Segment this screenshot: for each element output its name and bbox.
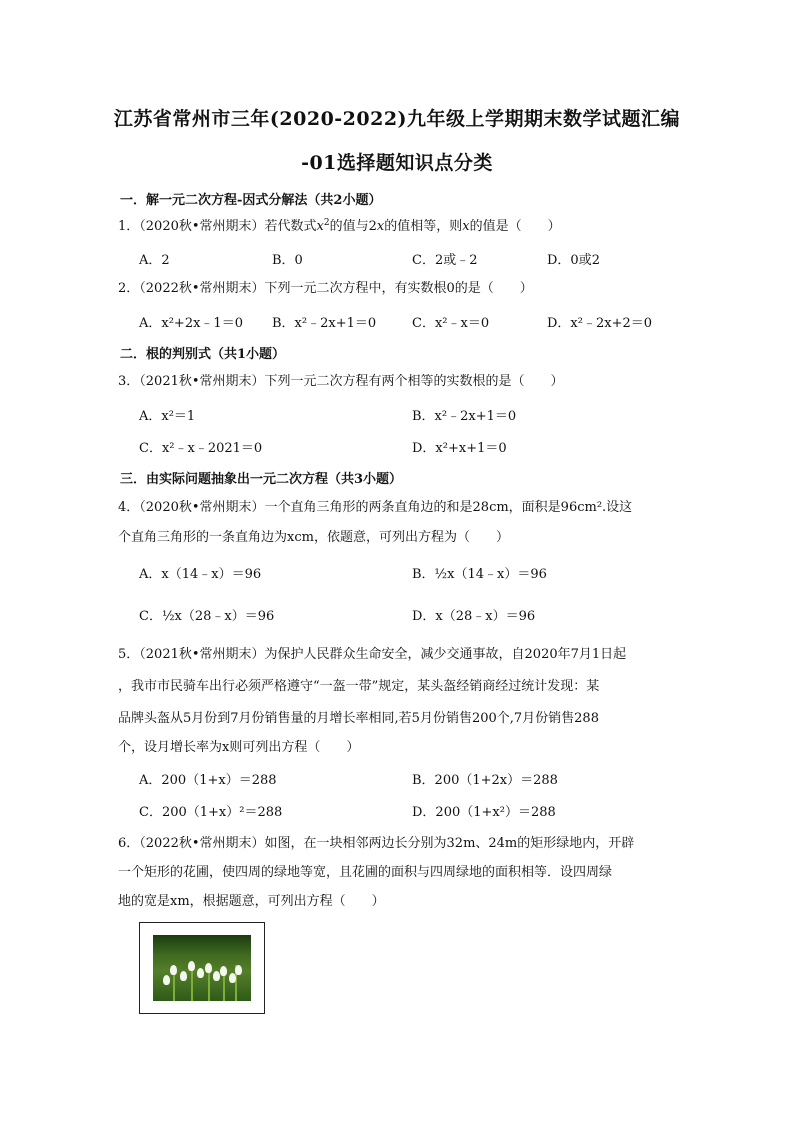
question-1-option-c: C．2或﹣2 [412, 253, 478, 268]
question-2-option-b: B．x²﹣2x+1＝0 [272, 316, 377, 331]
question-6-line1: 6．（2022秋•常州期末）如图，在一块相邻两边长分别为32m、24m的矩形绿地内，开辟 [118, 836, 635, 851]
question-5-line3: 品牌头盔从5月份到7月份销售量的月增长率相同,若5月份销售200个,7月份销售288 [118, 711, 599, 726]
question-3: 3．（2021秋•常州期末）下列一元二次方程有两个相等的实数根的是（ ） [118, 374, 564, 389]
question-4-line1: 4．（2020秋•常州期末）一个直角三角形的两条直角边的和是28cm，面积是96cm².设这 [118, 500, 633, 515]
section-heading-3: 三．由实际问题抽象出一元二次方程（共3小题） [120, 472, 403, 487]
question-1-suffix: 的值相等，则 [384, 219, 463, 234]
question-1-option-a: A．2 [139, 253, 170, 268]
question-1-option-b: B．0 [272, 253, 303, 268]
question-1-option-d: D．0或2 [547, 253, 600, 268]
question-5-option-c: C．200（1+x）²＝288 [139, 805, 283, 820]
question-6-figure [139, 922, 265, 1014]
question-3-option-d: D．x²+x+1＝0 [412, 441, 507, 456]
question-5-option-b: B．200（1+2x）＝288 [412, 773, 558, 788]
question-3-option-b: B．x²﹣2x+1＝0 [412, 409, 517, 424]
question-5-option-d: D．200（1+x²）＝288 [412, 805, 556, 820]
question-5-line4: 个，设月增长率为x则可列出方程（ ） [118, 740, 360, 755]
question-4-option-b: B．½x（14﹣x）＝96 [412, 567, 547, 582]
document-title-line1: 江苏省常州市三年(2020-2022)九年级上学期期末数学试题汇编 [113, 108, 681, 130]
question-3-option-a: A．x²＝1 [139, 409, 196, 424]
question-3-option-c: C．x²﹣x﹣2021＝0 [139, 441, 263, 456]
question-5-line2: ，我市市民骑车出行必须严格遵守“一盔一带”规定，某头盔经销商经过统计发现：某 [118, 679, 600, 694]
question-5-line1: 5．（2021秋•常州期末）为保护人民群众生命安全，减少交通事故，自2020年7月1日起 [118, 647, 627, 662]
question-4-option-c: C．½x（28﹣x）＝96 [139, 609, 275, 624]
question-5-option-a: A．200（1+x）＝288 [139, 773, 277, 788]
question-4-option-a: A．x（14﹣x）＝96 [139, 567, 262, 582]
question-4-option-d: D．x（28﹣x）＝96 [412, 609, 536, 624]
question-6-line3: 地的宽是xm，根据题意，可列出方程（ ） [118, 894, 385, 909]
question-1-var: x [316, 219, 324, 234]
section-heading-2: 二．根的判别式（共1小题） [120, 347, 286, 362]
question-1-prefix: 1．（2020秋•常州期末）若代数式 [118, 219, 317, 234]
question-1-var2: x [376, 219, 385, 234]
question-1-end: 的值是（ ） [469, 219, 561, 234]
document-title-line2: -01选择题知识点分类 [301, 152, 493, 174]
question-1: 1．（2020秋•常州期末）若代数式$x^2$的值与2x的值相等，则x的值是（ ） [118, 218, 561, 234]
question-6-line2: 一个矩形的花圃，使四周的绿地等宽，且花圃的面积与四周绿地的面积相等．设四周绿 [118, 865, 613, 880]
question-2-option-a: A．x²+2x﹣1＝0 [139, 316, 243, 331]
question-2: 2．（2022秋•常州期末）下列一元二次方程中，有实数根0的是（ ） [118, 281, 533, 296]
question-4-line2: 个直角三角形的一条直角边为xcm，依题意，可列出方程为（ ） [118, 530, 509, 545]
question-1-mid: 的值与2 [329, 219, 377, 234]
question-2-option-d: D．x²﹣2x+2＝0 [547, 316, 653, 331]
flower-garden-image [153, 935, 251, 1001]
section-heading-1: 一．解一元二次方程-因式分解法（共2小题） [120, 193, 382, 208]
question-2-option-c: C．x²﹣x＝0 [412, 316, 490, 331]
question-1-var3: x [462, 219, 470, 234]
